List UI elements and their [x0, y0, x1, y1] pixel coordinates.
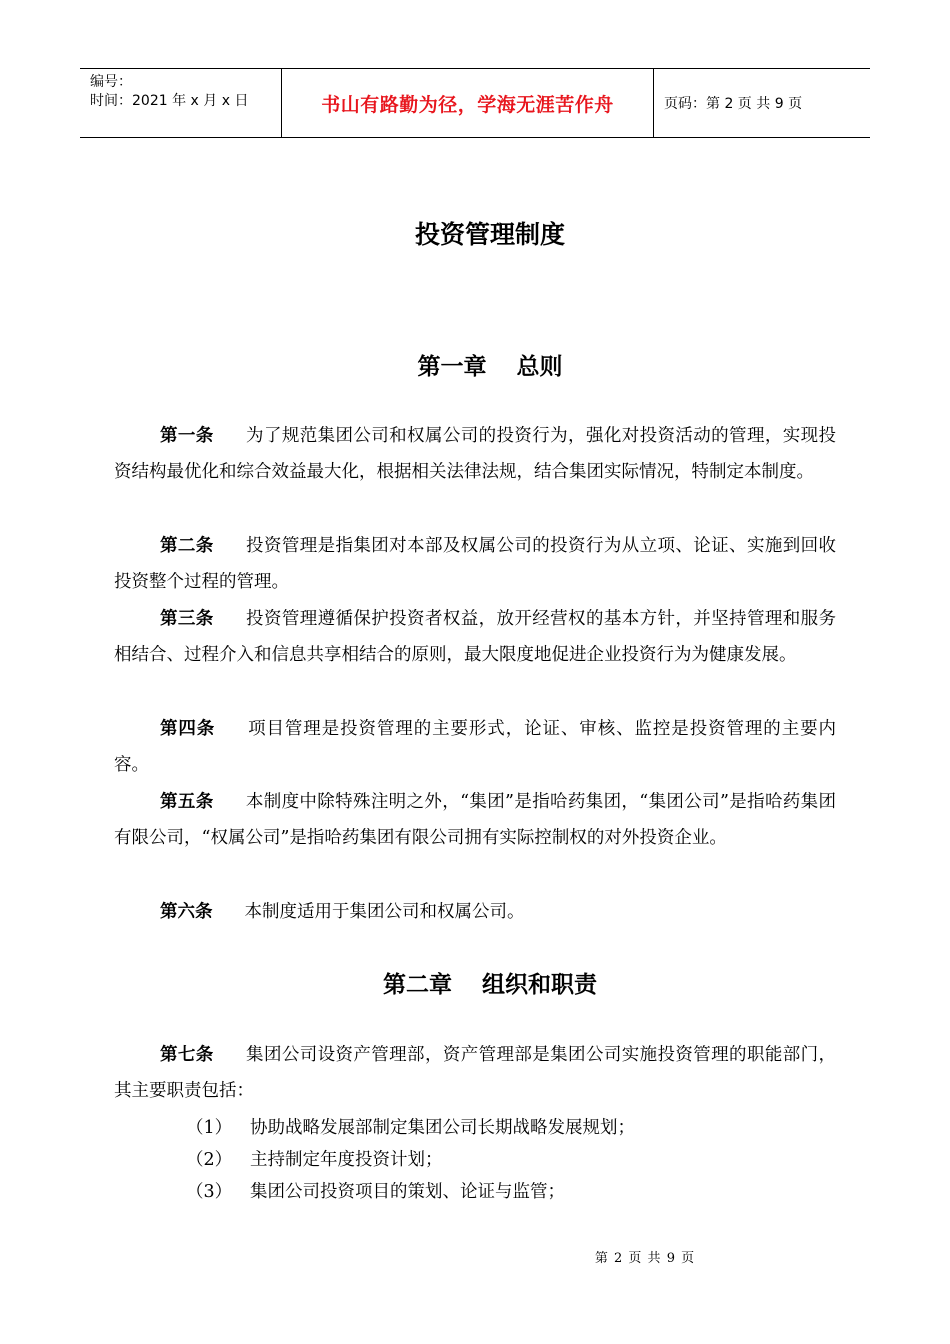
article-text: 本制度中除特殊注明之外，“集团”是指哈药集团，“集团公司”是指哈药集团有限公司，“权属公司”是指哈药集团有限公司拥有实际控制权的对外投资企业。	[114, 792, 836, 848]
chapter-number: 第一章	[417, 354, 487, 380]
article-text: 投资管理是指集团对本部及权属公司的投资行为从立项、论证、实施到回收投资整个过程的管理。	[114, 536, 837, 592]
article-text: 为了规范集团公司和权属公司的投资行为，强化对投资活动的管理，实现投资结构最优化和综合效益最大化，根据相关法律法规，结合集团实际情况，特制定本制度。	[114, 426, 837, 482]
article-text: 项目管理是投资管理的主要形式，论证、审核、监控是投资管理的主要内容。	[114, 719, 837, 775]
chapter-name: 总则	[516, 354, 563, 380]
chapter-heading-2	[0, 966, 950, 999]
document-title: 投资管理制度	[414, 220, 565, 249]
article-text: 本制度适用于集团公司和权属公司。	[244, 902, 525, 922]
article-number: 第五条	[160, 792, 214, 812]
article-text: 投资管理遵循保护投资者权益，放开经营权的基本方针，并坚持管理和服务相结合、过程介入和信息共享相结合的原则，最大限度地促进企业投资行为为健康发展。	[114, 609, 837, 665]
article-number: 第七条	[160, 1045, 214, 1065]
list-item-text: 集团公司投资项目的策划、论证与监管；	[250, 1182, 565, 1202]
header-motto: 书山有路勤为径，学海无涯苦作舟	[281, 69, 654, 137]
article-number: 第四条	[160, 719, 216, 739]
chapter-heading-1	[0, 348, 950, 381]
article-7	[114, 1037, 836, 1109]
list-item-number: （3）	[186, 1182, 233, 1202]
article-1	[114, 418, 836, 490]
chapter-name: 组织和职责	[482, 972, 597, 998]
chapter-number: 第二章	[383, 972, 452, 998]
document-date-label: 时间：2021 年 x 月 x 日	[90, 93, 249, 109]
page-header	[80, 68, 870, 138]
article-5	[114, 784, 836, 856]
list-item	[186, 1174, 565, 1210]
article-2	[114, 528, 836, 600]
list-item-number: （1）	[186, 1118, 233, 1138]
list-item	[186, 1110, 635, 1146]
header-page-label: 页码：第 2 页 共 9 页	[664, 96, 803, 112]
document-number-label: 编号：	[90, 74, 132, 90]
article-number: 第二条	[160, 536, 214, 556]
article-number: 第六条	[160, 902, 213, 922]
list-item	[186, 1142, 443, 1178]
header-meta	[80, 69, 281, 137]
article-6	[114, 894, 836, 930]
article-text: 集团公司设资产管理部，资产管理部是集团公司实施投资管理的职能部门，其主要职责包括：	[114, 1045, 837, 1101]
article-number: 第三条	[160, 609, 214, 629]
list-item-text: 主持制定年度投资计划；	[250, 1150, 443, 1170]
list-item-text: 协助战略发展部制定集团公司长期战略发展规划；	[250, 1118, 635, 1138]
page-footer: 第 2 页 共 9 页	[594, 1251, 696, 1266]
list-item-number: （2）	[186, 1150, 233, 1170]
article-3	[114, 601, 836, 673]
article-4	[114, 711, 836, 783]
article-number: 第一条	[160, 426, 214, 446]
